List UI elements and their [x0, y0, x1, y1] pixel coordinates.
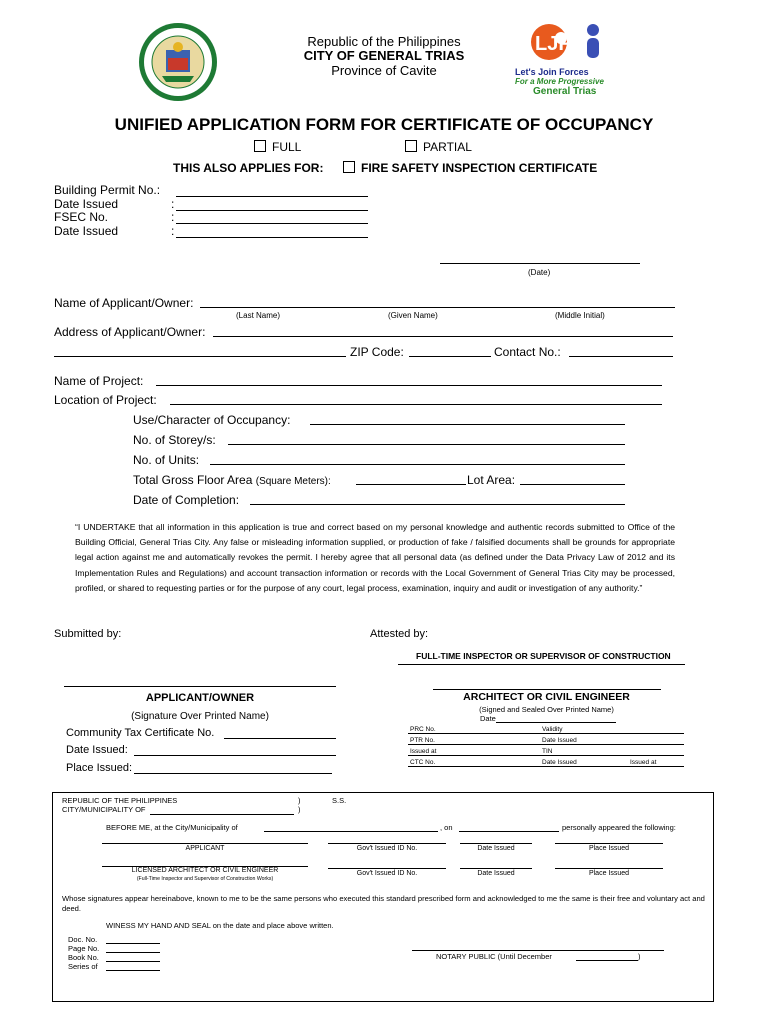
- units-field[interactable]: [210, 464, 625, 465]
- before-me-label: BEFORE ME, at the City/Municipality of: [106, 823, 238, 832]
- building-permit-field[interactable]: [176, 196, 368, 197]
- lot-area-label: Lot Area:: [467, 473, 516, 487]
- book-no-label: Book No.: [68, 953, 99, 962]
- date-issued-label-1: Date Issued: [54, 197, 119, 211]
- logo-tagline-1: Let's Join Forces: [515, 67, 589, 77]
- page-no-field[interactable]: [106, 952, 160, 953]
- project-location-label: Location of Project:: [54, 393, 157, 407]
- series-label: Series of: [68, 962, 98, 971]
- notary-close-paren: ): [638, 952, 641, 961]
- full-checkbox[interactable]: [254, 140, 266, 152]
- appeared-label: personally appeared the following:: [562, 823, 676, 832]
- partial-option[interactable]: [405, 140, 472, 154]
- gfa-field[interactable]: [356, 484, 466, 485]
- date-issued-field-2[interactable]: [176, 237, 368, 238]
- use-label: Use/Character of Occupancy:: [133, 413, 291, 427]
- witness-text: WINESS MY HAND AND SEAL on the date and place above written.: [106, 921, 334, 930]
- notary-paren-2: ): [298, 805, 301, 814]
- notary-city-field[interactable]: [150, 814, 294, 815]
- storeys-label: No. of Storey/s:: [133, 433, 216, 447]
- engineer-credentials-table: [408, 723, 684, 767]
- notary-place-caption-2: Place Issued: [588, 870, 630, 877]
- doc-no-field[interactable]: [106, 943, 160, 944]
- contact-field[interactable]: [569, 356, 673, 357]
- applies-label: THIS ALSO APPLIES FOR:: [173, 161, 324, 175]
- engineer-signature-field[interactable]: [433, 689, 661, 690]
- gfa-label-text: Total Gross Floor Area: [133, 473, 253, 487]
- full-option[interactable]: [254, 140, 301, 154]
- before-me-date-field[interactable]: [459, 831, 559, 832]
- colon-3: :: [171, 224, 175, 238]
- applicant-name-field[interactable]: [200, 307, 675, 308]
- partial-label: PARTIAL: [423, 140, 472, 154]
- page-no-label: Page No.: [68, 944, 100, 953]
- book-no-field[interactable]: [106, 961, 160, 962]
- address-field-2[interactable]: [54, 356, 346, 357]
- notary-place-field-2[interactable]: [555, 868, 663, 869]
- licensed-caption: LICENSED ARCHITECT OR CIVIL ENGINEER: [131, 867, 279, 874]
- logo-tagline-2: For a More Progressive: [515, 77, 604, 86]
- signed-sealed-caption: (Signed and Sealed Over Printed Name): [479, 705, 614, 714]
- header-city: CITY OF GENERAL TRIAS: [303, 48, 465, 63]
- govt-id-field-1[interactable]: [328, 843, 446, 844]
- notary-ss: S.S.: [332, 796, 347, 805]
- logo-tagline-3: General Trias: [533, 86, 597, 97]
- header-province: Province of Cavite: [331, 63, 437, 78]
- ctc-place-issued-label: Place Issued:: [66, 762, 133, 774]
- project-name-label: Name of Project:: [54, 374, 144, 388]
- engineer-date-label: Date: [480, 714, 496, 723]
- notary-republic: REPUBLIC OF THE PHILIPPINES: [62, 796, 178, 805]
- project-location-field[interactable]: [170, 404, 662, 405]
- lot-area-field[interactable]: [520, 484, 625, 485]
- date-caption: (Date): [528, 268, 551, 277]
- colon-2: :: [171, 210, 175, 224]
- notary-applicant-field[interactable]: [102, 843, 308, 844]
- submitted-by-label: Submitted by:: [54, 628, 122, 640]
- units-label: No. of Units:: [133, 453, 200, 467]
- date-issued-label-2: Date Issued: [54, 224, 119, 238]
- inspector-rule: [398, 664, 685, 665]
- notary-date-caption-2: Date Issued: [477, 870, 515, 877]
- partial-checkbox[interactable]: [405, 140, 417, 152]
- applicant-name-label: Name of Applicant/Owner:: [54, 296, 194, 310]
- validity-label: Validity: [540, 723, 684, 734]
- acknowledgment-text: Whose signatures appear hereinabove, known to me to be the same persons who executed this standard prescribed form and acknowledged to me the same is their free and voluntary act and deed.: [62, 894, 705, 913]
- doc-no-label: Doc. No.: [68, 935, 98, 944]
- notary-until-field[interactable]: [576, 960, 638, 961]
- notary-date-field-1[interactable]: [460, 843, 532, 844]
- ctc-issued-at-small: Issued at: [628, 756, 684, 767]
- notary-city-label: CITY/MUNICIPALITY OF: [62, 805, 146, 814]
- fsic-label: FIRE SAFETY INSPECTION CERTIFICATE: [361, 161, 598, 175]
- completion-label: Date of Completion:: [133, 493, 240, 507]
- ptr-label: PTR No.: [408, 734, 540, 745]
- fsec-label: FSEC No.: [54, 210, 109, 224]
- notary-public-label: NOTARY PUBLIC (Until December: [436, 952, 552, 961]
- zip-field[interactable]: [409, 356, 491, 357]
- on-label: , on: [440, 823, 453, 832]
- undertaking-text: “I UNDERTAKE that all information in this application is true and correct based on my personal knowledge and authentic records submitted to Office of the Building Official, General Trias City. Any false or misleading information supplied, or production of fake / falsified documents shall be grounds for appropriate legal action against me and automatically revokes the permit. I hereby agree that all personal data (as defined under the Data Privacy Law of 2012 and its Implementation Rules and Regulations) and account transaction information or records with the Local Government of General Trias City may be processed, profiled, or shared to requesting parties or for the purpose of any court, legal process, examination, inquiry and audit or investigation of any authority.”: [75, 522, 675, 593]
- contact-label: Contact No.:: [494, 345, 561, 359]
- ptr-date-issued-label: Date Issued: [540, 734, 684, 745]
- ctc-label: Community Tax Certificate No.: [66, 727, 215, 739]
- fsec-field[interactable]: [176, 223, 368, 224]
- tin-label: TIN: [540, 745, 684, 756]
- before-me-city-field[interactable]: [264, 831, 438, 832]
- ctc-date-issued-small: Date Issued: [540, 756, 628, 767]
- notary-date-caption-1: Date Issued: [477, 845, 515, 852]
- notary-place-caption-1: Place Issued: [588, 845, 630, 852]
- applicant-signature-caption: (Signature Over Printed Name): [131, 711, 269, 722]
- ctc-place-issued-field[interactable]: [134, 773, 332, 774]
- applicant-owner-label: APPLICANT/OWNER: [145, 692, 255, 704]
- given-name-caption: (Given Name): [388, 311, 438, 320]
- use-field[interactable]: [310, 424, 625, 425]
- series-field[interactable]: [106, 970, 160, 971]
- completion-field[interactable]: [250, 504, 625, 505]
- issued-at-label: Issued at: [408, 745, 540, 756]
- gfa-label: [133, 473, 331, 487]
- full-label: FULL: [272, 140, 302, 154]
- ctc-date-issued-field[interactable]: [134, 755, 336, 756]
- notary-public-signature-field[interactable]: [412, 950, 664, 951]
- address-field-1[interactable]: [213, 336, 673, 337]
- govt-id-caption-2: Gov't Issued ID No.: [356, 870, 418, 877]
- colon-1: :: [171, 197, 175, 211]
- notary-place-field-1[interactable]: [555, 843, 663, 844]
- notary-date-field-2[interactable]: [460, 868, 532, 869]
- inspector-label: FULL-TIME INSPECTOR OR SUPERVISOR OF CONSTRUCTION: [416, 651, 671, 661]
- govt-id-caption-1: Gov't Issued ID No.: [356, 845, 418, 852]
- gfa-unit: (Square Meters):: [255, 476, 331, 487]
- attested-by-label: Attested by:: [370, 628, 429, 640]
- last-name-caption: (Last Name): [236, 311, 281, 320]
- architect-label: ARCHITECT OR CIVIL ENGINEER: [463, 691, 630, 703]
- header-republic: Republic of the Philippines: [307, 34, 461, 49]
- form-title: UNIFIED APPLICATION FORM FOR CERTIFICATE OF OCCUPANCY: [114, 115, 654, 134]
- prc-label: PRC No.: [408, 723, 540, 734]
- storeys-field[interactable]: [228, 444, 625, 445]
- date-issued-field-1[interactable]: [176, 210, 368, 211]
- ljf-logo: [505, 20, 635, 98]
- fsic-option[interactable]: [343, 161, 597, 175]
- fsic-checkbox[interactable]: [343, 161, 355, 173]
- address-label: Address of Applicant/Owner:: [54, 325, 206, 339]
- project-name-field[interactable]: [156, 385, 662, 386]
- svg-text:LJF: LJF: [535, 33, 571, 55]
- middle-initial-caption: (Middle Initial): [555, 311, 605, 320]
- ctc-date-issued-label: Date Issued:: [66, 744, 128, 756]
- date-field[interactable]: [440, 263, 640, 264]
- zip-label: ZIP Code:: [350, 345, 404, 359]
- applicant-signature-field[interactable]: [64, 686, 336, 687]
- notary-applicant-caption: APPLICANT: [185, 845, 225, 852]
- licensed-subcaption: (Full-Time Inspector and Supervisor of Construction Works): [136, 876, 274, 882]
- ctc-no-label: CTC No.: [408, 756, 540, 767]
- building-permit-label: Building Permit No.:: [54, 183, 161, 197]
- notary-paren-1: ): [298, 796, 301, 805]
- ctc-field[interactable]: [224, 738, 336, 739]
- govt-id-field-2[interactable]: [328, 868, 446, 869]
